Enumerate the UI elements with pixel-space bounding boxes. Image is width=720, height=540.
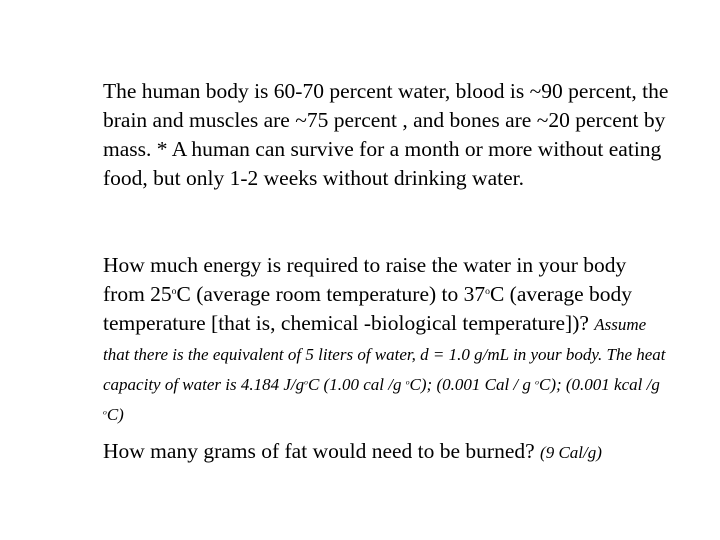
energy-question-paragraph — [103, 251, 673, 429]
fat-question-note: (9 Cal/g) — [540, 443, 602, 462]
water-facts-paragraph — [103, 77, 673, 193]
energy-note-d: C); (0.001 kcal /g — [538, 375, 660, 394]
degree-symbol: o — [485, 286, 490, 298]
energy-question-text-b: C (average room temperature) to 37 — [176, 282, 486, 306]
energy-question-text-c: C (average body temperature [that is, chemical -biological temperature])? — [103, 282, 633, 335]
fat-question-text: How many grams of fat would need to be burned? — [103, 439, 541, 463]
energy-note-c: C); (0.001 Cal / g — [409, 375, 536, 394]
degree-symbol: o — [171, 286, 177, 298]
degree-symbol: o — [535, 377, 539, 387]
energy-note-b: C (1.00 cal /g — [307, 375, 406, 394]
fat-question-paragraph — [103, 437, 673, 467]
degree-symbol: o — [103, 407, 107, 417]
degree-symbol: o — [405, 377, 410, 387]
degree-symbol: o — [304, 377, 308, 387]
energy-note-e: C) — [106, 405, 124, 424]
water-facts-text: The human body is 60-70 percent water, blood is ~90 percent, the brain and muscles are ~75 percent , and bones are ~20 percent by mass. * A human can survive for a month or more without eating food, but only 1-2 weeks without drinking water. — [103, 79, 669, 190]
energy-question-text-a: How much energy is required to raise the water in your body from 25 — [103, 253, 627, 306]
energy-note-a: Assume that there is the equivalent of 5 liters of water, d = 1.0 g/mL in your body. The heat capacity of water is 4.184 J/g — [103, 315, 666, 394]
